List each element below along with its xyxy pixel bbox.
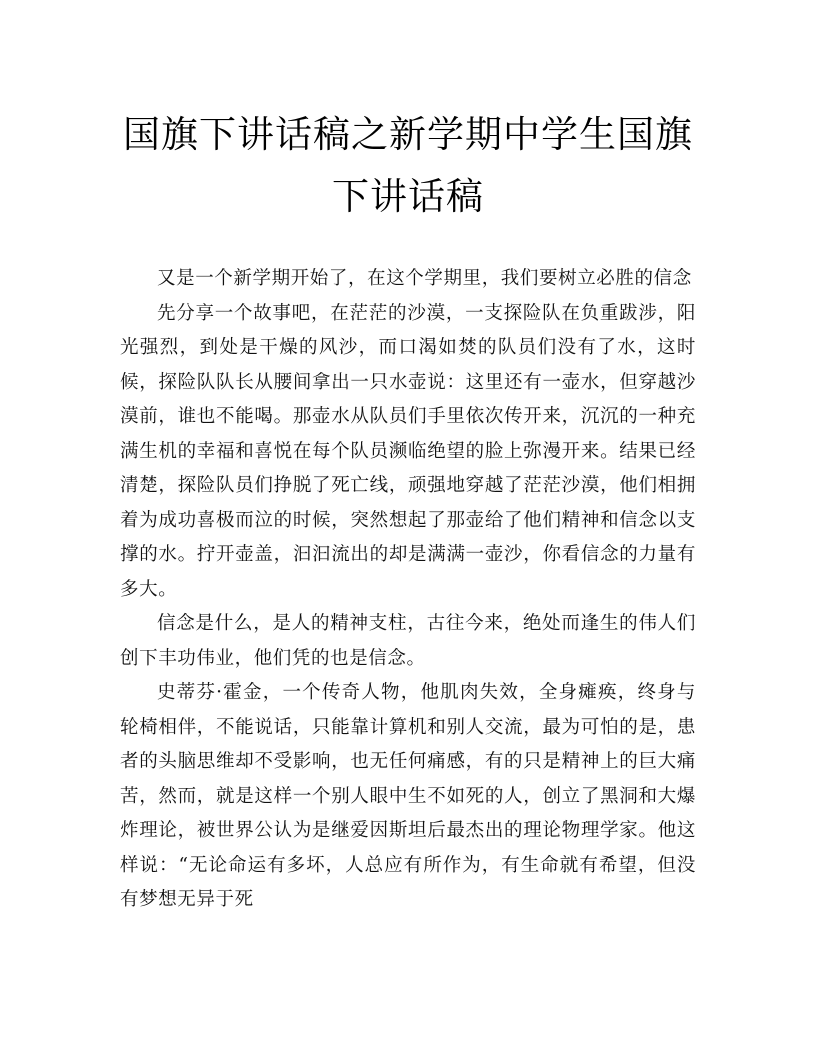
paragraph: 先分享一个故事吧，在茫茫的沙漠，一支探险队在负重跋涉，阳光强烈，到处是干燥的风沙，而口渴如焚的队员们没有了水，这时候，探险队队长从腰间拿出一只水壶说：这里还有一壶水，但穿越沙漠前，谁也不能喝。那壶水从队员们手里依次传开来，沉沉的一种充满生机的幸福和喜悦在每个队员濒临绝望的脸上弥漫开来。结果已经清楚，探险队员们挣脱了死亡线，顽强地穿越了茫茫沙漠，他们相拥着为成功喜极而泣的时候，突然想起了那壶给了他们精神和信念以支撑的水。拧开壶盖，汩汩流出的却是满满一壶沙，你看信念的力量有多大。: [120, 302, 696, 600]
paragraph: 又是一个新学期开始了，在这个学期里，我们要树立必胜的信念: [157, 268, 692, 289]
document-title: 国旗下讲话稿之新学期中学生国旗下讲话稿: [123, 113, 693, 218]
document-body: [120, 262, 696, 918]
paragraph: 史蒂芬·霍金，一个传奇人物，他肌肉失效，全身瘫痪，终身与轮椅相伴，不能说话，只能靠计算机和别人交流，最为可怕的是，患者的头脑思维却不受影响，也无任何痛感，有的只是精神上的巨大痛苦，然而，就是这样一个别人眼中生不如死的人，创立了黑洞和大爆炸理论，被世界公认为是继爱因斯坦后最杰出的理论物理学家。他这样说：“无论命运有多坏，人总应有所作为，有生命就有希望，但没有梦想无异于死: [120, 682, 696, 910]
paragraph: 信念是什么，是人的精神支柱，古往今来，绝处而逢生的伟人们创下丰功伟业，他们凭的也是信念。: [120, 613, 696, 669]
